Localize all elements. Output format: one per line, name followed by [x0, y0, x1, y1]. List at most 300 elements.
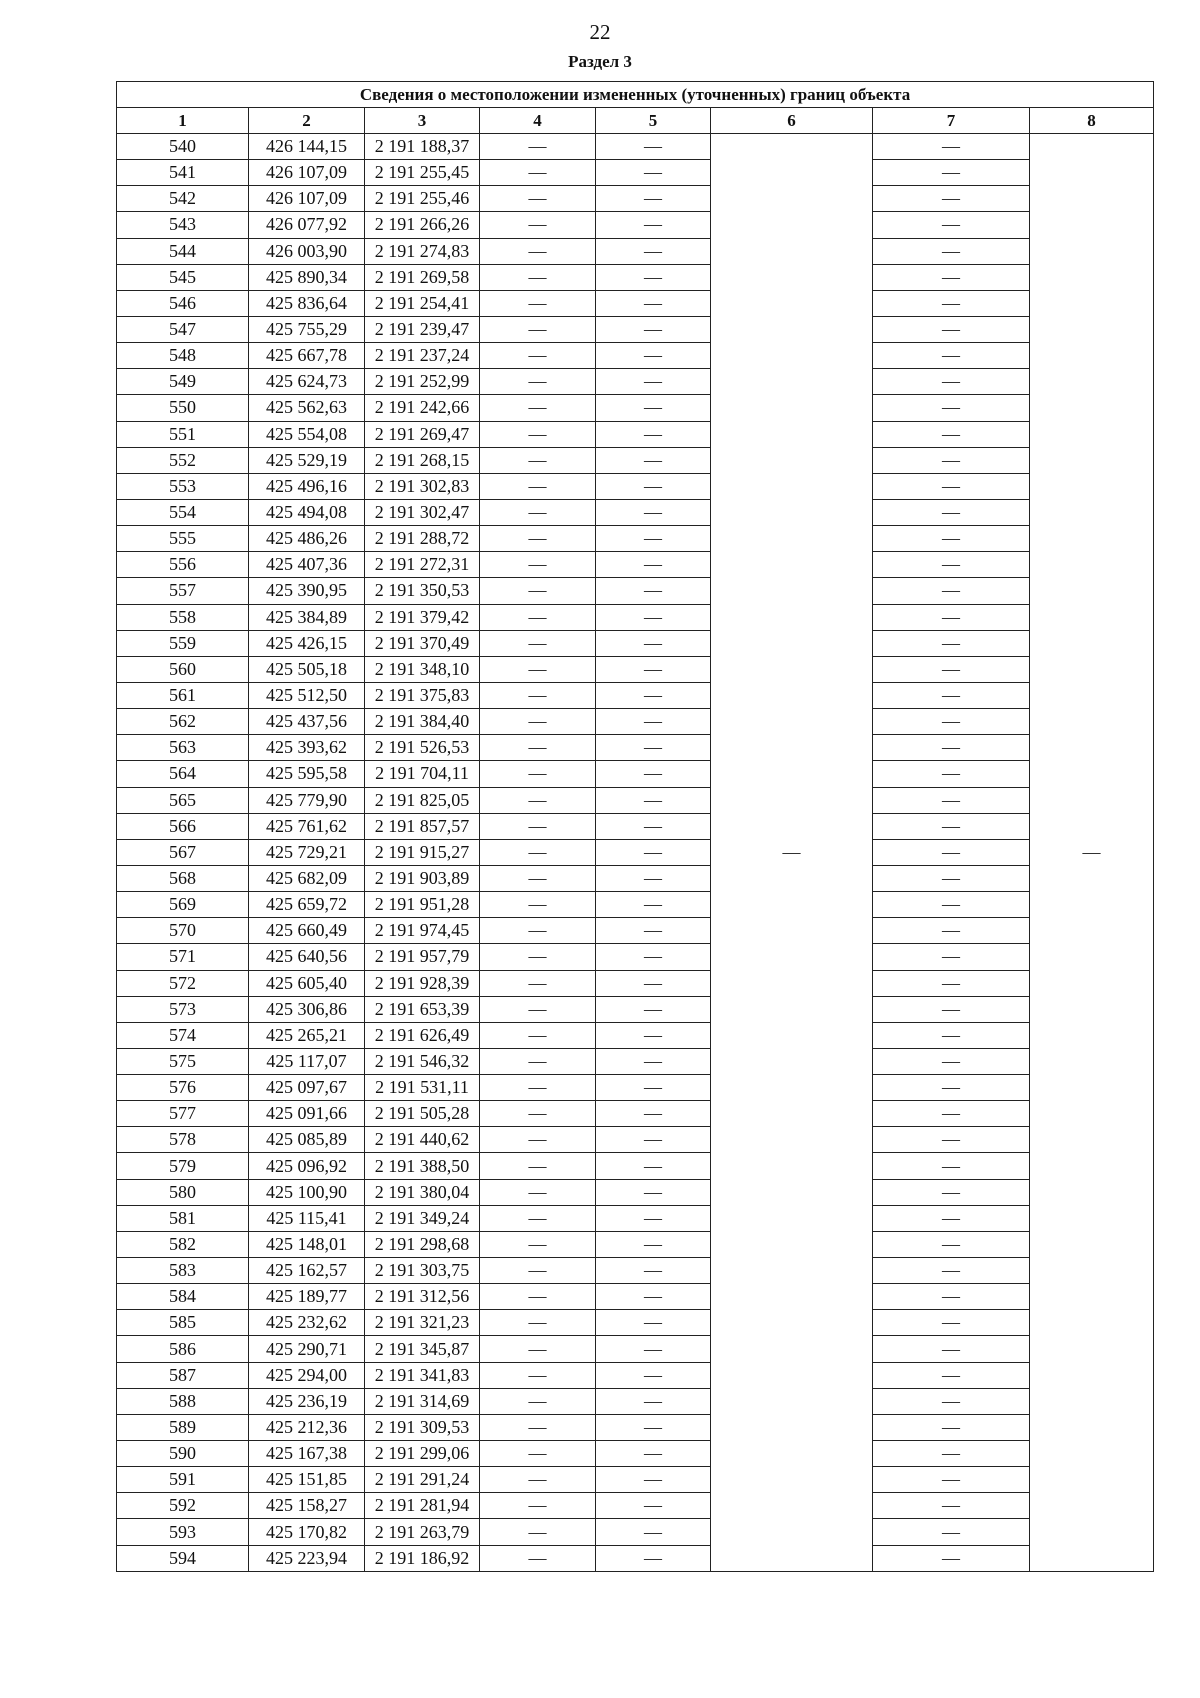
- table-row: [117, 970, 1154, 996]
- x-coordinate-cell: 425 091,66: [249, 1101, 365, 1127]
- column-7-cell: —: [873, 264, 1030, 290]
- table-row: [117, 160, 1154, 186]
- y-coordinate-cell: 2 191 291,24: [365, 1467, 480, 1493]
- y-coordinate-cell: 2 191 298,68: [365, 1231, 480, 1257]
- y-coordinate-cell: 2 191 302,47: [365, 499, 480, 525]
- column-6-merged-cell: —: [711, 134, 873, 1572]
- x-coordinate-cell: 425 151,85: [249, 1467, 365, 1493]
- column-7-cell: —: [873, 1231, 1030, 1257]
- column-5-cell: —: [596, 316, 711, 342]
- point-number-cell: 590: [117, 1441, 249, 1467]
- table-row: [117, 839, 1154, 865]
- point-number-cell: 555: [117, 526, 249, 552]
- column-4-cell: —: [480, 264, 596, 290]
- y-coordinate-cell: 2 191 299,06: [365, 1441, 480, 1467]
- column-4-cell: —: [480, 1205, 596, 1231]
- column-5-cell: —: [596, 1388, 711, 1414]
- y-coordinate-cell: 2 191 321,23: [365, 1310, 480, 1336]
- x-coordinate-cell: 425 265,21: [249, 1022, 365, 1048]
- y-coordinate-cell: 2 191 440,62: [365, 1127, 480, 1153]
- column-4-cell: —: [480, 473, 596, 499]
- column-7-cell: —: [873, 604, 1030, 630]
- point-number-cell: 554: [117, 499, 249, 525]
- column-5-cell: —: [596, 1362, 711, 1388]
- column-7-cell: —: [873, 682, 1030, 708]
- point-number-cell: 559: [117, 630, 249, 656]
- point-number-cell: 591: [117, 1467, 249, 1493]
- column-7-cell: —: [873, 1205, 1030, 1231]
- table-row: [117, 1022, 1154, 1048]
- x-coordinate-cell: 425 660,49: [249, 918, 365, 944]
- x-coordinate-cell: 425 306,86: [249, 996, 365, 1022]
- column-5-cell: —: [596, 264, 711, 290]
- table-row: [117, 918, 1154, 944]
- column-5-cell: —: [596, 1048, 711, 1074]
- y-coordinate-cell: 2 191 254,41: [365, 290, 480, 316]
- column-5-cell: —: [596, 944, 711, 970]
- table-row: [117, 813, 1154, 839]
- column-4-cell: —: [480, 1179, 596, 1205]
- point-number-cell: 578: [117, 1127, 249, 1153]
- x-coordinate-cell: 425 562,63: [249, 395, 365, 421]
- column-5-cell: —: [596, 1127, 711, 1153]
- x-coordinate-cell: 425 529,19: [249, 447, 365, 473]
- column-4-cell: —: [480, 1336, 596, 1362]
- column-7-cell: —: [873, 316, 1030, 342]
- y-coordinate-cell: 2 191 526,53: [365, 735, 480, 761]
- column-7-cell: —: [873, 343, 1030, 369]
- y-coordinate-cell: 2 191 915,27: [365, 839, 480, 865]
- column-4-cell: —: [480, 918, 596, 944]
- point-number-cell: 562: [117, 709, 249, 735]
- column-5-cell: —: [596, 1101, 711, 1127]
- point-number-cell: 565: [117, 787, 249, 813]
- column-5-cell: —: [596, 1231, 711, 1257]
- y-coordinate-cell: 2 191 857,57: [365, 813, 480, 839]
- column-4-cell: —: [480, 186, 596, 212]
- column-4-cell: —: [480, 839, 596, 865]
- column-5-cell: —: [596, 1310, 711, 1336]
- column-7-cell: —: [873, 1336, 1030, 1362]
- point-number-cell: 594: [117, 1545, 249, 1571]
- table-row: [117, 578, 1154, 604]
- column-5-cell: —: [596, 892, 711, 918]
- x-coordinate-cell: 425 384,89: [249, 604, 365, 630]
- column-5-cell: —: [596, 186, 711, 212]
- y-coordinate-cell: 2 191 380,04: [365, 1179, 480, 1205]
- point-number-cell: 584: [117, 1284, 249, 1310]
- x-coordinate-cell: 425 729,21: [249, 839, 365, 865]
- column-7-cell: —: [873, 369, 1030, 395]
- column-4-cell: —: [480, 316, 596, 342]
- column-7-cell: —: [873, 865, 1030, 891]
- column-4-cell: —: [480, 1362, 596, 1388]
- column-4-cell: —: [480, 1127, 596, 1153]
- column-4-cell: —: [480, 1441, 596, 1467]
- column-numbers-row: [117, 108, 1154, 134]
- column-7-cell: —: [873, 892, 1030, 918]
- column-7-cell: —: [873, 1388, 1030, 1414]
- column-number-7: 7: [873, 108, 1030, 134]
- point-number-cell: 587: [117, 1362, 249, 1388]
- table-row: [117, 630, 1154, 656]
- column-7-cell: —: [873, 839, 1030, 865]
- table-caption: Сведения о местоположении измененных (уточненных) границ объекта: [117, 82, 1154, 108]
- column-5-cell: —: [596, 761, 711, 787]
- table-body: [117, 134, 1154, 1572]
- column-5-cell: —: [596, 1205, 711, 1231]
- y-coordinate-cell: 2 191 379,42: [365, 604, 480, 630]
- table-row: [117, 604, 1154, 630]
- point-number-cell: 583: [117, 1258, 249, 1284]
- column-5-cell: —: [596, 682, 711, 708]
- column-7-cell: —: [873, 499, 1030, 525]
- column-4-cell: —: [480, 1075, 596, 1101]
- column-7-cell: —: [873, 735, 1030, 761]
- y-coordinate-cell: 2 191 974,45: [365, 918, 480, 944]
- column-4-cell: —: [480, 892, 596, 918]
- table-row: [117, 1231, 1154, 1257]
- y-coordinate-cell: 2 191 239,47: [365, 316, 480, 342]
- point-number-cell: 556: [117, 552, 249, 578]
- column-5-cell: —: [596, 839, 711, 865]
- point-number-cell: 550: [117, 395, 249, 421]
- column-5-cell: —: [596, 970, 711, 996]
- table-row: [117, 212, 1154, 238]
- table-row: [117, 944, 1154, 970]
- column-7-cell: —: [873, 1022, 1030, 1048]
- column-5-cell: —: [596, 1414, 711, 1440]
- column-4-cell: —: [480, 343, 596, 369]
- table-row: [117, 709, 1154, 735]
- column-number-1: 1: [117, 108, 249, 134]
- x-coordinate-cell: 426 003,90: [249, 238, 365, 264]
- column-7-cell: —: [873, 238, 1030, 264]
- table-row: [117, 238, 1154, 264]
- x-coordinate-cell: 425 496,16: [249, 473, 365, 499]
- table-row: [117, 892, 1154, 918]
- point-number-cell: 589: [117, 1414, 249, 1440]
- column-4-cell: —: [480, 630, 596, 656]
- column-7-cell: —: [873, 421, 1030, 447]
- table-row: [117, 1467, 1154, 1493]
- point-number-cell: 548: [117, 343, 249, 369]
- y-coordinate-cell: 2 191 349,24: [365, 1205, 480, 1231]
- x-coordinate-cell: 425 212,36: [249, 1414, 365, 1440]
- point-number-cell: 593: [117, 1519, 249, 1545]
- column-number-8: 8: [1030, 108, 1154, 134]
- column-4-cell: —: [480, 1101, 596, 1127]
- point-number-cell: 567: [117, 839, 249, 865]
- column-7-cell: —: [873, 212, 1030, 238]
- column-7-cell: —: [873, 1441, 1030, 1467]
- column-5-cell: —: [596, 656, 711, 682]
- column-5-cell: —: [596, 813, 711, 839]
- y-coordinate-cell: 2 191 269,58: [365, 264, 480, 290]
- y-coordinate-cell: 2 191 928,39: [365, 970, 480, 996]
- x-coordinate-cell: 425 667,78: [249, 343, 365, 369]
- column-5-cell: —: [596, 735, 711, 761]
- point-number-cell: 549: [117, 369, 249, 395]
- x-coordinate-cell: 425 659,72: [249, 892, 365, 918]
- column-5-cell: —: [596, 552, 711, 578]
- point-number-cell: 546: [117, 290, 249, 316]
- table-row: [117, 343, 1154, 369]
- y-coordinate-cell: 2 191 263,79: [365, 1519, 480, 1545]
- column-7-cell: —: [873, 813, 1030, 839]
- table-row: [117, 1388, 1154, 1414]
- table-row: [117, 1284, 1154, 1310]
- table-row: [117, 1127, 1154, 1153]
- point-number-cell: 547: [117, 316, 249, 342]
- table-row: [117, 1258, 1154, 1284]
- column-4-cell: —: [480, 813, 596, 839]
- y-coordinate-cell: 2 191 255,45: [365, 160, 480, 186]
- column-5-cell: —: [596, 578, 711, 604]
- column-5-cell: —: [596, 499, 711, 525]
- table-row: [117, 290, 1154, 316]
- column-5-cell: —: [596, 1441, 711, 1467]
- x-coordinate-cell: 425 232,62: [249, 1310, 365, 1336]
- column-4-cell: —: [480, 447, 596, 473]
- column-7-cell: —: [873, 526, 1030, 552]
- y-coordinate-cell: 2 191 272,31: [365, 552, 480, 578]
- y-coordinate-cell: 2 191 951,28: [365, 892, 480, 918]
- table-row: [117, 787, 1154, 813]
- column-7-cell: —: [873, 709, 1030, 735]
- column-4-cell: —: [480, 761, 596, 787]
- x-coordinate-cell: 425 890,34: [249, 264, 365, 290]
- column-7-cell: —: [873, 134, 1030, 160]
- column-4-cell: —: [480, 682, 596, 708]
- table-row: [117, 421, 1154, 447]
- column-7-cell: —: [873, 1362, 1030, 1388]
- x-coordinate-cell: 425 148,01: [249, 1231, 365, 1257]
- y-coordinate-cell: 2 191 531,11: [365, 1075, 480, 1101]
- point-number-cell: 581: [117, 1205, 249, 1231]
- point-number-cell: 571: [117, 944, 249, 970]
- page-number: 22: [589, 20, 611, 44]
- column-7-cell: —: [873, 160, 1030, 186]
- column-5-cell: —: [596, 996, 711, 1022]
- table-row: [117, 1493, 1154, 1519]
- column-4-cell: —: [480, 290, 596, 316]
- point-number-cell: 543: [117, 212, 249, 238]
- x-coordinate-cell: 425 167,38: [249, 1441, 365, 1467]
- table-row: [117, 682, 1154, 708]
- column-number-3: 3: [365, 108, 480, 134]
- table-row: [117, 1048, 1154, 1074]
- y-coordinate-cell: 2 191 303,75: [365, 1258, 480, 1284]
- table-row: [117, 1101, 1154, 1127]
- column-4-cell: —: [480, 238, 596, 264]
- x-coordinate-cell: 425 097,67: [249, 1075, 365, 1101]
- y-coordinate-cell: 2 191 341,83: [365, 1362, 480, 1388]
- table-row: [117, 1362, 1154, 1388]
- column-7-cell: —: [873, 578, 1030, 604]
- point-number-cell: 544: [117, 238, 249, 264]
- column-4-cell: —: [480, 865, 596, 891]
- column-5-cell: —: [596, 630, 711, 656]
- point-number-cell: 558: [117, 604, 249, 630]
- column-5-cell: —: [596, 1493, 711, 1519]
- x-coordinate-cell: 425 117,07: [249, 1048, 365, 1074]
- column-7-cell: —: [873, 1048, 1030, 1074]
- table-row: [117, 735, 1154, 761]
- column-4-cell: —: [480, 1231, 596, 1257]
- column-5-cell: —: [596, 1022, 711, 1048]
- column-7-cell: —: [873, 1179, 1030, 1205]
- column-7-cell: —: [873, 1310, 1030, 1336]
- column-7-cell: —: [873, 1493, 1030, 1519]
- x-coordinate-cell: 425 162,57: [249, 1258, 365, 1284]
- table-row: [117, 499, 1154, 525]
- column-7-cell: —: [873, 1153, 1030, 1179]
- y-coordinate-cell: 2 191 345,87: [365, 1336, 480, 1362]
- column-7-cell: —: [873, 787, 1030, 813]
- x-coordinate-cell: 425 605,40: [249, 970, 365, 996]
- column-4-cell: —: [480, 1310, 596, 1336]
- point-number-cell: 575: [117, 1048, 249, 1074]
- column-4-cell: —: [480, 369, 596, 395]
- column-4-cell: —: [480, 1545, 596, 1571]
- x-coordinate-cell: 425 236,19: [249, 1388, 365, 1414]
- column-7-cell: —: [873, 1101, 1030, 1127]
- y-coordinate-cell: 2 191 653,39: [365, 996, 480, 1022]
- point-number-cell: 560: [117, 656, 249, 682]
- column-5-cell: —: [596, 918, 711, 944]
- column-7-cell: —: [873, 630, 1030, 656]
- column-5-cell: —: [596, 1258, 711, 1284]
- column-7-cell: —: [873, 1284, 1030, 1310]
- x-coordinate-cell: 425 595,58: [249, 761, 365, 787]
- x-coordinate-cell: 425 223,94: [249, 1545, 365, 1571]
- table-row: [117, 865, 1154, 891]
- column-5-cell: —: [596, 447, 711, 473]
- point-number-cell: 569: [117, 892, 249, 918]
- y-coordinate-cell: 2 191 302,83: [365, 473, 480, 499]
- column-7-cell: —: [873, 918, 1030, 944]
- table-row: [117, 1441, 1154, 1467]
- column-4-cell: —: [480, 134, 596, 160]
- column-4-cell: —: [480, 1493, 596, 1519]
- column-7-cell: —: [873, 1127, 1030, 1153]
- y-coordinate-cell: 2 191 626,49: [365, 1022, 480, 1048]
- x-coordinate-cell: 425 426,15: [249, 630, 365, 656]
- column-4-cell: —: [480, 552, 596, 578]
- table-row: [117, 656, 1154, 682]
- point-number-cell: 568: [117, 865, 249, 891]
- column-7-cell: —: [873, 447, 1030, 473]
- table-row: [117, 395, 1154, 421]
- point-number-cell: 588: [117, 1388, 249, 1414]
- x-coordinate-cell: 425 682,09: [249, 865, 365, 891]
- y-coordinate-cell: 2 191 281,94: [365, 1493, 480, 1519]
- x-coordinate-cell: 425 290,71: [249, 1336, 365, 1362]
- column-4-cell: —: [480, 944, 596, 970]
- y-coordinate-cell: 2 191 188,37: [365, 134, 480, 160]
- y-coordinate-cell: 2 191 957,79: [365, 944, 480, 970]
- column-4-cell: —: [480, 526, 596, 552]
- column-4-cell: —: [480, 1153, 596, 1179]
- column-5-cell: —: [596, 160, 711, 186]
- column-7-cell: —: [873, 1545, 1030, 1571]
- column-7-cell: —: [873, 552, 1030, 578]
- point-number-cell: 542: [117, 186, 249, 212]
- column-7-cell: —: [873, 1467, 1030, 1493]
- y-coordinate-cell: 2 191 348,10: [365, 656, 480, 682]
- y-coordinate-cell: 2 191 384,40: [365, 709, 480, 735]
- column-5-cell: —: [596, 134, 711, 160]
- column-7-cell: —: [873, 996, 1030, 1022]
- table-row: [117, 1545, 1154, 1571]
- x-coordinate-cell: 425 390,95: [249, 578, 365, 604]
- x-coordinate-cell: 425 158,27: [249, 1493, 365, 1519]
- column-7-cell: —: [873, 1258, 1030, 1284]
- y-coordinate-cell: 2 191 505,28: [365, 1101, 480, 1127]
- column-number-6: 6: [711, 108, 873, 134]
- point-number-cell: 572: [117, 970, 249, 996]
- column-4-cell: —: [480, 1414, 596, 1440]
- table-row: [117, 1205, 1154, 1231]
- coordinates-table: [116, 81, 1154, 1572]
- x-coordinate-cell: 426 107,09: [249, 186, 365, 212]
- x-coordinate-cell: 425 189,77: [249, 1284, 365, 1310]
- point-number-cell: 563: [117, 735, 249, 761]
- y-coordinate-cell: 2 191 375,83: [365, 682, 480, 708]
- y-coordinate-cell: 2 191 255,46: [365, 186, 480, 212]
- point-number-cell: 545: [117, 264, 249, 290]
- point-number-cell: 541: [117, 160, 249, 186]
- column-7-cell: —: [873, 473, 1030, 499]
- table-row: [117, 1336, 1154, 1362]
- point-number-cell: 570: [117, 918, 249, 944]
- y-coordinate-cell: 2 191 268,15: [365, 447, 480, 473]
- x-coordinate-cell: 425 115,41: [249, 1205, 365, 1231]
- y-coordinate-cell: 2 191 269,47: [365, 421, 480, 447]
- column-number-2: 2: [249, 108, 365, 134]
- table-row: [117, 526, 1154, 552]
- column-4-cell: —: [480, 735, 596, 761]
- point-number-cell: 582: [117, 1231, 249, 1257]
- table-row: [117, 996, 1154, 1022]
- point-number-cell: 552: [117, 447, 249, 473]
- y-coordinate-cell: 2 191 314,69: [365, 1388, 480, 1414]
- column-5-cell: —: [596, 604, 711, 630]
- x-coordinate-cell: 425 294,00: [249, 1362, 365, 1388]
- column-8-merged-cell: —: [1030, 134, 1154, 1572]
- column-5-cell: —: [596, 473, 711, 499]
- column-number-4: 4: [480, 108, 596, 134]
- x-coordinate-cell: 425 100,90: [249, 1179, 365, 1205]
- x-coordinate-cell: 425 393,62: [249, 735, 365, 761]
- column-5-cell: —: [596, 526, 711, 552]
- column-4-cell: —: [480, 160, 596, 186]
- point-number-cell: 551: [117, 421, 249, 447]
- x-coordinate-cell: 425 505,18: [249, 656, 365, 682]
- y-coordinate-cell: 2 191 388,50: [365, 1153, 480, 1179]
- column-4-cell: —: [480, 421, 596, 447]
- column-4-cell: —: [480, 1022, 596, 1048]
- column-5-cell: —: [596, 369, 711, 395]
- table-row: [117, 1414, 1154, 1440]
- column-4-cell: —: [480, 970, 596, 996]
- x-coordinate-cell: 426 107,09: [249, 160, 365, 186]
- x-coordinate-cell: 425 761,62: [249, 813, 365, 839]
- point-number-cell: 577: [117, 1101, 249, 1127]
- x-coordinate-cell: 425 494,08: [249, 499, 365, 525]
- column-4-cell: —: [480, 709, 596, 735]
